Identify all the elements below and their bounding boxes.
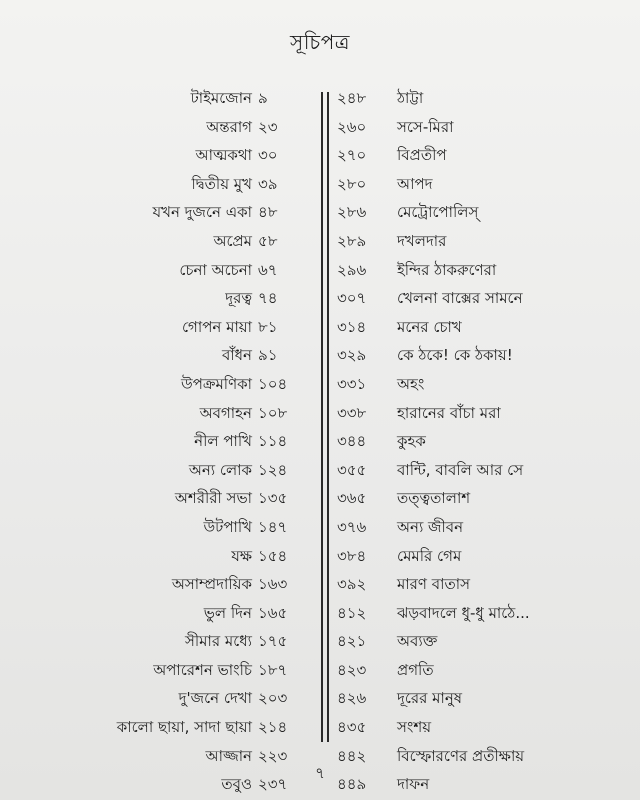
left-entry-page: ২২৩ <box>258 746 288 765</box>
left-entry-title: দ্বিতীয় মুখ <box>191 174 252 193</box>
toc-row <box>0 713 640 742</box>
left-entry-page: ২০৩ <box>258 689 288 708</box>
left-entry-page: ৩০ <box>258 146 278 165</box>
right-entry-title: অন্য জীবন <box>397 517 464 536</box>
right-entry-page: ৩২৯ <box>337 346 367 365</box>
toc-row <box>0 684 640 713</box>
left-entry-title: অসাম্প্রদায়িক <box>171 575 252 594</box>
right-entry-title: ঠাট্টা <box>397 89 424 107</box>
left-entry-page: ১৭৫ <box>258 632 288 651</box>
left-entry-page: ১০৮ <box>258 403 288 422</box>
left-entry-title: তবুও <box>221 775 252 794</box>
toc-row <box>0 370 640 399</box>
left-entry-title: উপক্রমণিকা <box>181 374 252 393</box>
right-entry-title: বান্টি, বাবলি আর সে <box>397 460 524 479</box>
left-entry-title: ভুল দিন <box>203 603 252 622</box>
left-entry-page: ৭৪ <box>258 289 278 308</box>
right-entry-page: ৩৩৮ <box>337 403 367 422</box>
left-entry-title: বাঁধন <box>221 346 252 365</box>
right-entry-page: ২৭০ <box>337 146 367 165</box>
toc-row <box>0 542 640 571</box>
left-entry-title: দূরত্ব <box>225 289 252 308</box>
toc-row <box>0 570 640 599</box>
left-entry-title: টাইমজোন <box>190 89 252 107</box>
right-entry-title: বিস্ফোরণের প্রতীক্ষায় <box>397 746 525 765</box>
toc-row <box>0 227 640 256</box>
left-entry-page: ১৬৩ <box>258 575 288 594</box>
left-entry-page: ৬৭ <box>258 260 278 279</box>
right-entry-title: দূরের মানুষ <box>397 689 463 708</box>
right-entry-page: ৩৬৫ <box>337 489 367 508</box>
left-entry-title: অপারেশন ভাংচি <box>153 660 252 679</box>
right-entry-title: দখলদার <box>397 231 447 250</box>
left-entry-title: চেনা অচেনা <box>179 260 252 279</box>
right-entry-page: ৩৫৫ <box>337 460 367 479</box>
left-entry-page: ১০৪ <box>258 374 288 393</box>
left-entry-title: অন্য লোক <box>188 460 252 479</box>
right-entry-title: প্রগতি <box>397 660 434 679</box>
left-entry-page: ৯১ <box>258 346 278 365</box>
right-entry-page: ২৮৯ <box>337 231 367 250</box>
right-entry-page: ৪৪২ <box>337 746 367 765</box>
left-entry-page: ৫৮ <box>258 231 278 250</box>
toc-list <box>0 84 640 799</box>
left-entry-page: ৩৯ <box>258 174 278 193</box>
left-entry-page: ৪৮ <box>258 203 278 222</box>
right-entry-page: ৩০৭ <box>337 289 367 308</box>
right-entry-page: ৩১৪ <box>337 317 367 336</box>
right-entry-title: হারানের বাঁচা মরা <box>397 403 501 422</box>
left-entry-page: ৮১ <box>258 317 278 336</box>
right-entry-title: মনের চোখ <box>397 317 462 336</box>
left-entry-title: গোপন মায়া <box>181 317 252 336</box>
left-entry-title: সীমার মধ্যে <box>184 632 252 651</box>
toc-row <box>0 399 640 428</box>
right-entry-page: ৩৭৬ <box>337 517 367 536</box>
toc-row <box>0 484 640 513</box>
right-entry-page: ৩৩১ <box>337 374 367 393</box>
toc-row <box>0 513 640 542</box>
left-entry-title: কালো ছায়া, সাদা ছায়া <box>116 718 252 737</box>
left-entry-page: ২১৪ <box>258 718 288 737</box>
toc-row <box>0 84 640 113</box>
left-entry-page: ১৫৪ <box>258 546 288 565</box>
right-entry-title: দাফন <box>397 775 430 794</box>
toc-row <box>0 198 640 227</box>
right-entry-page: ৩৪৪ <box>337 432 367 451</box>
left-entry-page: ২৩৭ <box>258 775 288 794</box>
left-entry-title: অবগাহন <box>199 403 252 422</box>
left-entry-page: ১৩৫ <box>258 489 288 508</box>
left-entry-title: অপ্রেম <box>213 231 252 250</box>
left-entry-page: ২৩ <box>258 117 278 136</box>
left-entry-title: নীল পাখি <box>194 432 252 451</box>
page-number: ৭ <box>315 764 325 782</box>
right-entry-page: ৩৯২ <box>337 575 367 594</box>
left-entry-page: ৯ <box>258 89 268 107</box>
left-entry-title: উটপাখি <box>203 517 252 536</box>
right-entry-title: মেমরি গেম <box>397 546 462 565</box>
right-entry-title: কুহক <box>397 432 426 451</box>
right-entry-title: সংশয় <box>397 718 432 737</box>
right-entry-title: মেট্রোপোলিস্ <box>397 203 479 222</box>
right-entry-title: ঝড়বাদলে ধু-ধু মাঠে... <box>397 603 530 622</box>
right-entry-title: অহং <box>397 374 425 393</box>
toc-row <box>0 427 640 456</box>
right-entry-page: ২৮০ <box>337 174 367 193</box>
left-entry-title: দু'জনে দেখা <box>178 689 252 708</box>
right-entry-title: ইন্দির ঠাকরুণেরা <box>397 260 497 279</box>
right-entry-title: বিপ্রতীপ <box>397 146 447 165</box>
right-entry-title: তত্ত্বতালাশ <box>397 489 471 508</box>
right-entry-page: ৪৪৯ <box>337 775 367 794</box>
left-entry-title: যক্ষ <box>231 546 252 565</box>
right-entry-page: ৪২১ <box>337 632 367 651</box>
right-entry-page: ৪৩৫ <box>337 718 367 737</box>
right-entry-title: অব্যক্ত <box>397 632 438 651</box>
toc-row <box>0 284 640 313</box>
toc-row <box>0 256 640 285</box>
left-entry-page: ১২৪ <box>258 460 288 479</box>
right-entry-page: ২৮৬ <box>337 203 367 222</box>
toc-row <box>0 170 640 199</box>
toc-row <box>0 599 640 628</box>
right-entry-page: ৪২৩ <box>337 660 367 679</box>
toc-row <box>0 141 640 170</box>
right-entry-page: ৪১২ <box>337 603 367 622</box>
left-entry-title: আজ্জান <box>205 746 252 765</box>
right-entry-page: ২৯৬ <box>337 260 367 279</box>
left-entry-title: আত্মকথা <box>195 146 252 165</box>
left-entry-title: অন্তরাগ <box>206 117 252 136</box>
right-entry-title: কে ঠকে! কে ঠকায়! <box>397 346 513 365</box>
left-entry-page: ১৪৭ <box>258 517 288 536</box>
toc-row <box>0 456 640 485</box>
right-entry-title: সসে-মিরা <box>397 117 454 136</box>
left-entry-title: যখন দুজনে একা <box>152 203 252 222</box>
toc-row <box>0 656 640 685</box>
left-entry-page: ১৮৭ <box>258 660 288 679</box>
right-entry-page: ৪২৬ <box>337 689 367 708</box>
left-entry-page: ১১৪ <box>258 432 288 451</box>
toc-row <box>0 341 640 370</box>
right-entry-page: ২৬০ <box>337 117 367 136</box>
page-title: সূচিপত্র <box>290 30 350 54</box>
right-entry-title: মারণ বাতাস <box>397 575 470 594</box>
left-entry-page: ১৬৫ <box>258 603 288 622</box>
right-entry-title: আপদ <box>397 174 433 193</box>
toc-row <box>0 627 640 656</box>
toc-row <box>0 113 640 142</box>
left-entry-title: অশরীরী সভা <box>174 489 252 508</box>
right-entry-page: ৩৮৪ <box>337 546 367 565</box>
toc-row <box>0 313 640 342</box>
right-entry-title: খেলনা বাক্সের সামনে <box>397 289 523 308</box>
right-entry-page: ২৪৮ <box>337 89 367 107</box>
